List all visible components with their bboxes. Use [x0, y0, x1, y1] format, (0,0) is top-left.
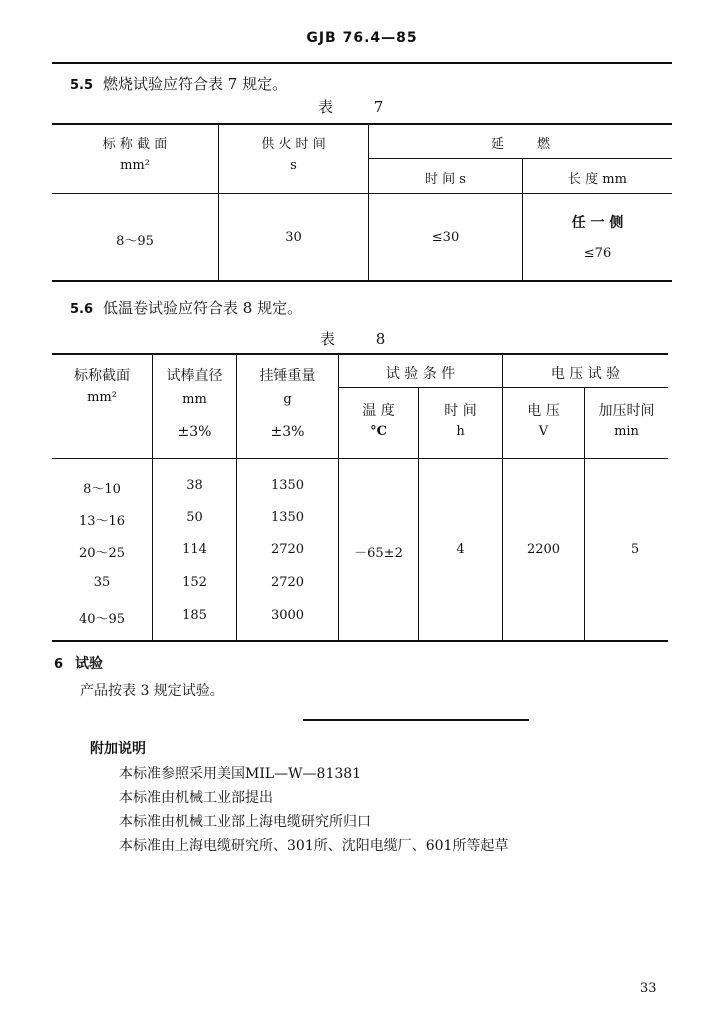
table-7-caption: 表 7 [318, 98, 402, 116]
t8-cell-section: 40～95 [78, 612, 126, 627]
t7-r-section: 8～95 [116, 234, 154, 249]
t7-h-fire: 供 火 时 间 [261, 137, 326, 152]
t7-h-length: 长 度 mm [568, 172, 627, 187]
section-5-6 [70, 297, 302, 318]
t8-h-temp: 温 度 [362, 403, 395, 419]
notes-line: 本标准由机械工业部提出 [119, 790, 273, 806]
notes-line: 本标准由机械工业部上海电缆研究所归口 [119, 814, 371, 830]
t7-r-fire: 30 [285, 230, 302, 245]
t8-cell-section: 20～25 [78, 546, 126, 561]
t8-h-dur-unit: min [614, 424, 639, 439]
t8-top-border [52, 353, 668, 355]
t7-h-section: 标 称 截 面 [102, 137, 168, 152]
t8-h-cond: 试 验 条 件 [385, 366, 456, 382]
section-number: 5.5 [70, 78, 94, 93]
t7-h-time: 时 间 s [425, 172, 466, 187]
notes-divider [303, 719, 529, 721]
t8-vline-3 [338, 355, 339, 640]
t8-cell-rod: 50 [186, 510, 203, 525]
section-6 [54, 653, 103, 673]
table-8-caption: 表 8 [320, 330, 404, 348]
notes-line: 本标准参照采用美国MIL—W—81381 [119, 766, 362, 782]
t8-cell-temp: －65±2 [354, 546, 403, 561]
t8-h-volt-test: 电 压 试 验 [550, 366, 621, 382]
t8-h-weight-unit: g [283, 392, 292, 407]
section-number: 5.6 [70, 302, 94, 317]
t8-cell-rod: 152 [182, 575, 207, 590]
t8-cell-weight: 1350 [270, 478, 305, 493]
t8-cell-dur: 5 [630, 542, 640, 557]
section-title: 试验 [75, 656, 104, 672]
t7-h-delay: 延 燃 [490, 137, 551, 152]
t7-h-fire-unit: s [290, 158, 297, 173]
t8-h-section: 标称截面 [74, 368, 130, 384]
t7-r-length-b: ≤76 [583, 246, 612, 261]
notes-title: 附加说明 [90, 741, 146, 757]
t8-cell-section: 35 [93, 575, 111, 590]
document-code: GJB 76.4—85 [306, 30, 418, 46]
t8-subhead-line [338, 387, 668, 388]
t8-h-section-unit: mm² [87, 390, 117, 405]
t8-h-temp-unit: °C [370, 424, 387, 439]
t8-cell-section: 8～10 [83, 482, 121, 497]
t8-h-time: 时 间 [444, 403, 477, 419]
t8-h-volt: 电 压 [527, 403, 560, 419]
t8-cell-weight: 2720 [270, 575, 305, 590]
t8-cell-rod: 185 [182, 608, 207, 623]
t8-h-volt-unit: V [538, 424, 549, 439]
notes-line: 本标准由上海电缆研究所、301所、沈阳电缆厂、601所等起草 [119, 838, 509, 854]
t7-bottom-border [52, 280, 672, 282]
t8-bottom-border [52, 640, 668, 642]
t8-vline-5 [502, 355, 503, 640]
t8-h-rod-tol: ±3% [177, 424, 212, 440]
t8-cell-volt: 2200 [526, 542, 561, 557]
t8-cell-weight: 2720 [270, 542, 305, 557]
t8-cell-time: 4 [456, 542, 465, 557]
t8-h-time-unit: h [456, 424, 465, 439]
t7-h-section-unit: mm² [120, 158, 150, 173]
t7-top-border [52, 123, 672, 125]
t8-h-rod: 试棒直径 [166, 368, 223, 384]
section-6-text: 产品按表 3 规定试验。 [80, 683, 224, 699]
t8-h-rod-unit: mm [182, 392, 207, 407]
t8-cell-weight: 1350 [270, 510, 305, 525]
t7-head-bottom [52, 193, 672, 194]
t8-h-dur: 加压时间 [598, 403, 655, 419]
t8-cell-weight: 3000 [270, 608, 305, 623]
t7-r-time: ≤30 [431, 230, 460, 245]
header-rule [52, 62, 672, 64]
t8-cell-rod: 38 [186, 478, 203, 493]
section-number: 6 [54, 657, 64, 672]
t8-head-bottom [52, 458, 668, 459]
t7-subhead-line [368, 158, 672, 159]
t8-h-weight-tol: ±3% [270, 424, 305, 440]
t8-cell-rod: 114 [182, 542, 207, 557]
section-text: 低温卷试验应符合表 8 规定。 [103, 299, 303, 317]
t7-r-length-a: 任 一 侧 [571, 215, 624, 231]
section-text: 燃烧试验应符合表 7 规定。 [103, 75, 288, 93]
section-5-5 [70, 73, 287, 94]
t8-cell-section: 13～16 [78, 514, 126, 529]
t8-h-weight: 挂锤重量 [259, 368, 316, 384]
page-number: 33 [640, 981, 657, 996]
